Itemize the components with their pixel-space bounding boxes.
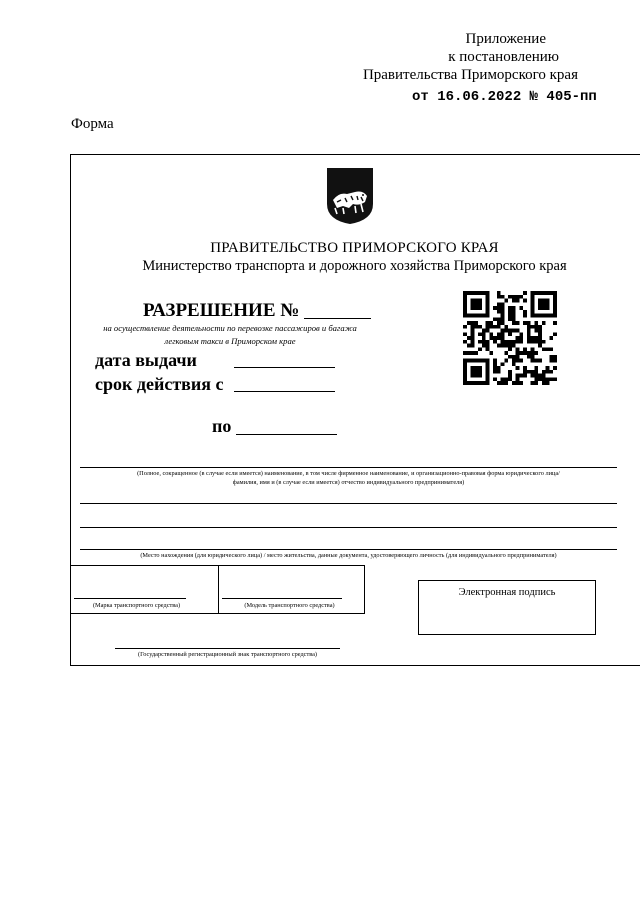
address-caption: (Место нахождения (для юридического лица) / место жительства, данные документа, удостоверяющего личность (для индивидуального предпринимателя) xyxy=(140,552,557,559)
qr-code-icon xyxy=(463,291,557,385)
e-signature-label: Электронная подпись xyxy=(458,587,556,598)
ministry-title: Министерство транспорта и дорожного хозяйства Приморского края xyxy=(142,258,567,274)
tiger-coat-of-arms-icon xyxy=(325,166,375,226)
resolution-header xyxy=(178,30,578,84)
permit-subtitle-line-2: легковым такси в Приморском крае xyxy=(164,336,296,346)
vehicle-make-field[interactable] xyxy=(74,598,186,599)
valid-to-field[interactable] xyxy=(236,434,337,435)
vehicle-make-caption: (Марка транспортного средства) xyxy=(92,602,181,609)
company-name-caption-2: фамилия, имя и (в случае если имеется) отчество индивидуального предпринимателя) xyxy=(232,479,465,486)
e-signature-box xyxy=(418,580,596,635)
issue-date-label: дата выдачи xyxy=(95,350,197,370)
valid-from-field[interactable] xyxy=(234,391,335,392)
permit-title: РАЗРЕШЕНИЕ № xyxy=(143,300,300,321)
extra-line-2[interactable] xyxy=(80,527,617,528)
valid-to-label: по xyxy=(212,416,232,436)
vehicle-section-bottom xyxy=(70,613,365,614)
valid-from-label: срок действия с xyxy=(95,374,224,394)
vehicle-model-field[interactable] xyxy=(222,598,342,599)
permit-subtitle-line-1: на осуществление деятельности по перевозке пассажиров и багажа xyxy=(103,323,357,333)
company-name-caption xyxy=(80,469,617,487)
header-line-2: к постановлению xyxy=(448,49,559,65)
permit-number-field[interactable] xyxy=(304,318,371,319)
extra-line-1[interactable] xyxy=(80,503,617,504)
reg-plate-caption: (Государственный регистрационный знак транспортного средства) xyxy=(138,651,317,658)
header-line-3: Правительства Приморского края xyxy=(362,67,578,83)
resolution-number: от 16.06.2022 № 405-пп xyxy=(412,89,597,105)
form-label: Форма xyxy=(71,116,114,132)
vehicle-section-right xyxy=(364,565,365,613)
company-name-field[interactable] xyxy=(80,467,617,468)
header-line-1: Приложение xyxy=(465,31,546,47)
permit-subtitle xyxy=(80,322,380,348)
vehicle-model-caption: (Модель транспортного средства) xyxy=(244,602,335,609)
company-name-caption-1: (Полное, сокращенное (в случае если имеется) наименование, в том числе фирменное наименование, и организационно-правовая форма юридического лица/ xyxy=(137,470,560,477)
government-title: ПРАВИТЕЛЬСТВО ПРИМОРСКОГО КРАЯ xyxy=(210,240,499,256)
issue-date-field[interactable] xyxy=(234,367,335,368)
address-field[interactable] xyxy=(80,549,617,550)
reg-plate-field[interactable] xyxy=(115,648,340,649)
vehicle-section-divider xyxy=(218,565,219,614)
